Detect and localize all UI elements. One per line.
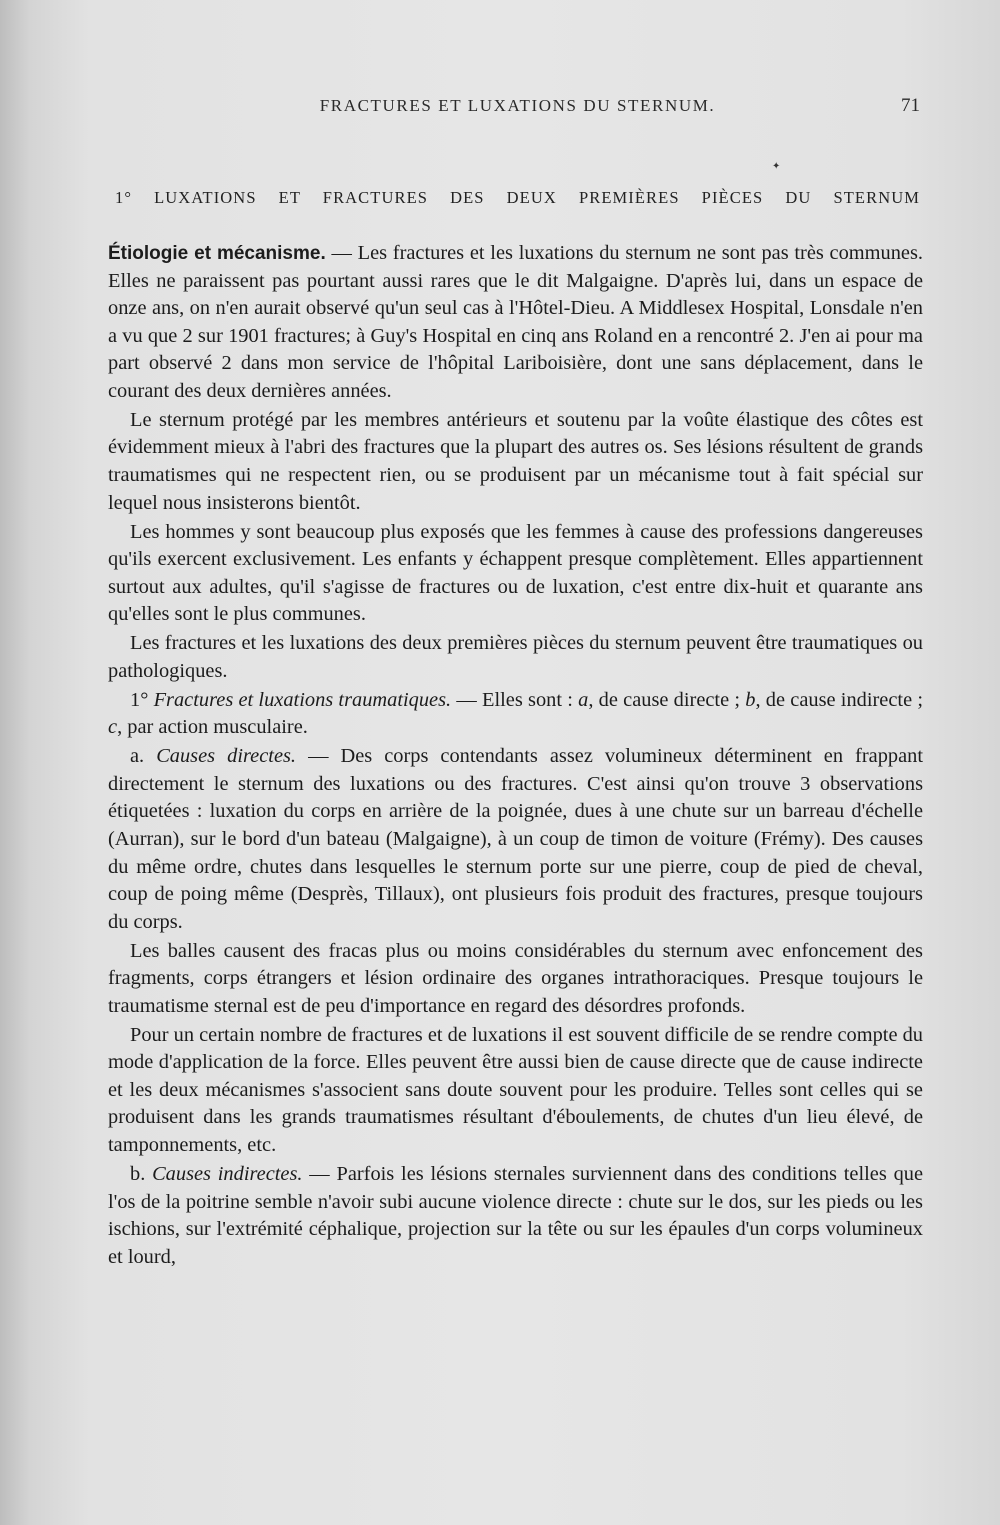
paragraph-text: , de cause indirecte ; bbox=[755, 688, 924, 711]
paragraph-etiologie bbox=[108, 240, 923, 406]
paragraph-balles: Les balles causent des fracas plus ou moins considérables du sternum avec enfoncement des fragments, corps étrangers et lésion ordinaire des organes intrathoraciques. Presque toujours le traumatisme sternal est de peu d'importance en regard des désordres profonds. bbox=[108, 939, 923, 1017]
italic-heading: Causes directes. bbox=[156, 745, 297, 768]
italic-letter: a bbox=[578, 688, 589, 711]
page-number: 71 bbox=[901, 95, 920, 116]
paragraph-hommes: Les hommes y sont beaucoup plus exposés que les femmes à cause des professions dangereuses qu'ils exercent exclusivement. Les enfants y échappent presque complètement. Elles appartiennent surtout aux adultes, qu'il s'agisse de fractures ou de luxation, c'est entre dix-huit et quarante ans qu'elles sont le plus communes. bbox=[108, 520, 923, 626]
paragraph-text: , par action musculaire. bbox=[117, 716, 308, 739]
list-marker: b. bbox=[130, 1162, 153, 1185]
body-text bbox=[108, 240, 923, 1271]
print-speck-icon: ✦ bbox=[772, 161, 781, 172]
paragraph-text: — Des corps contendants assez volumineux déterminent en frappant directement le sternum des luxations ou des fractures. C'est ainsi qu'on trouve 3 observations étiquetées : luxation du corps en arrière de la poignée, dues à une chute sur un barreau d'échelle (Aurran), sur le bord d'un bateau (Malgaigne), à un coup de timon de voiture (Frémy). Des causes du même ordre, chutes dans lesquelles le sternum porte sur une pierre, coup de pied de cheval, coup de poing même (Desprès, Tillaux), ont plusieurs fois produit des fractures, presque toujours du corps. bbox=[108, 745, 923, 933]
list-marker: 1° bbox=[130, 688, 154, 711]
paragraph-lead-heading: Étiologie et mécanisme. bbox=[108, 243, 326, 264]
section-heading: 1° LUXATIONS ET FRACTURES DES DEUX PREMIÈRES PIÈCES DU STERNUM bbox=[115, 188, 920, 207]
list-marker: a. bbox=[130, 745, 157, 768]
paragraph-causes-directes bbox=[108, 743, 923, 936]
paragraph-text: — Elles sont : bbox=[451, 688, 579, 711]
italic-letter: b bbox=[745, 688, 756, 711]
paragraph-text: — Les fractures et les luxations du sternum ne sont pas très communes. Elles ne paraissent pas pourtant aussi rares que le dit Malgaigne. D'après lui, dans un espace de onze ans, on n'en aurait observé qu'un seul cas à l'Hôtel-Dieu. A Middlesex Hospital, Lonsdale n'en a vu que 2 sur 1901 fractures; à Guy's Hospital en cinq ans Roland en a rencontré 2. J'en ai pour ma part observé 2 dans mon service de l'hôpital Lariboisière, dont une sans déplacement, dans le courant des deux dernières années. bbox=[108, 242, 923, 402]
running-title: FRACTURES ET LUXATIONS DU STERNUM. bbox=[319, 96, 716, 115]
page-header bbox=[115, 96, 920, 126]
paragraph-sternum-protege: Le sternum protégé par les membres antérieurs et soutenu par la voûte élastique des côtes est évidemment mieux à l'abri des fractures que la plupart des autres os. Ses lésions résultent de grands traumatismes qui ne respectent rien, ou se produisent par un mécanisme tout à fait spécial sur lequel nous insisterons bientôt. bbox=[108, 408, 923, 514]
paragraph-fractures-luxations: Les fractures et les luxations des deux premières pièces du sternum peuvent être traumatiques ou pathologiques. bbox=[108, 632, 923, 682]
italic-letter: c bbox=[108, 716, 118, 739]
paragraph-text: , de cause directe ; bbox=[588, 688, 746, 711]
paragraph-certain-nombre: Pour un certain nombre de fractures et de luxations il est souvent difficile de se rendre compte du mode d'application de la force. Elles peuvent être aussi bien de cause directe que de cause indirecte et les deux mécanismes s'associent sans doute souvent pour les produire. Telles sont celles qui se produisent dans les grands traumatismes résultant d'éboulements, de chutes d'un lieu élevé, de tamponnements, etc. bbox=[108, 1023, 923, 1157]
paragraph-causes-indirectes bbox=[108, 1161, 923, 1271]
italic-heading: Causes indirectes. bbox=[152, 1162, 303, 1185]
italic-heading: Fractures et luxations traumatiques. bbox=[153, 688, 452, 711]
paragraph-text: — Parfois les lésions sternales surviennent dans des conditions telles que l'os de la poitrine semble n'avoir subi aucune violence directe : chute sur le dos, sur les pieds ou les ischions, sur l'extrémité céphalique, projection sur la tête ou sur les épaules d'un corps volumineux et lourd, bbox=[108, 1162, 924, 1268]
paragraph-traumatiques bbox=[108, 687, 923, 742]
